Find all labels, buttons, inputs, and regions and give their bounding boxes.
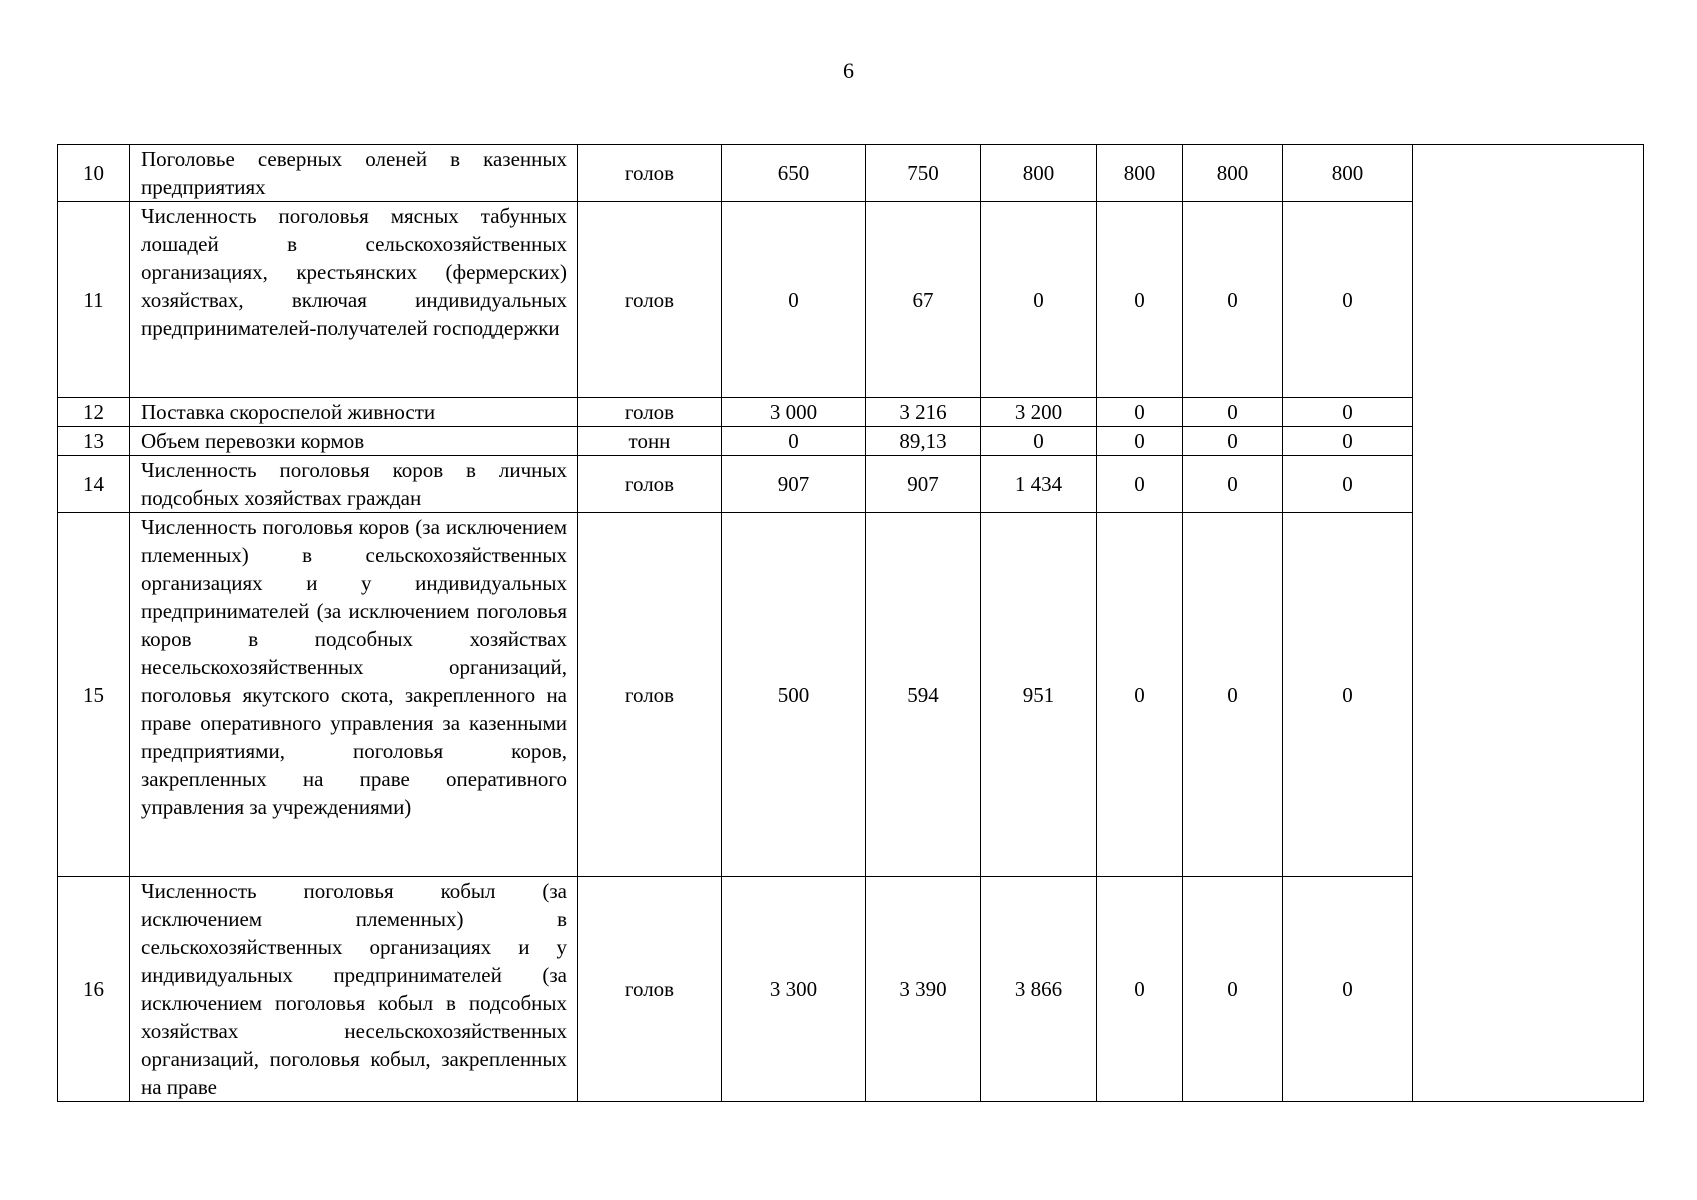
value-cell: 500 [722,513,866,877]
table-row [58,456,1644,513]
row-number: 15 [58,513,130,877]
value-cell: 0 [1283,398,1413,427]
row-number: 14 [58,456,130,513]
row-number: 12 [58,398,130,427]
table-row [58,145,1644,202]
indicator-name: Численность поголовья коров в личных подсобных хозяйствах граждан [130,456,578,513]
value-cell: 0 [1283,877,1413,1102]
value-cell: 800 [1183,145,1283,202]
value-cell: 0 [1283,456,1413,513]
row-number: 16 [58,877,130,1102]
unit-cell: голов [578,398,722,427]
value-cell: 750 [866,145,981,202]
value-cell: 0 [1283,427,1413,456]
indicator-name: Численность поголовья мясных табунных лошадей в сельскохозяйственных организациях, крестьянских (фермерских) хозяйствах, включая индивидуальных предпринимателей-получателей господдержки [130,202,578,398]
value-cell: 0 [1183,877,1283,1102]
value-cell: 0 [1097,877,1183,1102]
unit-cell: голов [578,456,722,513]
value-cell: 1 434 [981,456,1097,513]
value-cell: 0 [1097,202,1183,398]
unit-cell: голов [578,513,722,877]
unit-cell: голов [578,877,722,1102]
value-cell: 0 [1183,513,1283,877]
page-number: 6 [843,58,854,83]
value-cell: 0 [1097,456,1183,513]
value-cell: 3 200 [981,398,1097,427]
value-cell: 650 [722,145,866,202]
unit-cell: голов [578,145,722,202]
value-cell: 3 000 [722,398,866,427]
value-cell: 0 [1097,398,1183,427]
value-cell: 907 [866,456,981,513]
value-cell: 0 [722,427,866,456]
table-row [58,202,1644,398]
value-cell: 0 [1097,427,1183,456]
value-cell: 3 866 [981,877,1097,1102]
value-cell: 0 [722,202,866,398]
value-cell: 0 [1183,456,1283,513]
value-cell: 0 [1183,398,1283,427]
value-cell: 800 [1097,145,1183,202]
row-number: 11 [58,202,130,398]
value-cell: 0 [1183,202,1283,398]
value-cell: 67 [866,202,981,398]
empty-column-cell [1413,145,1644,1102]
indicator-name: Поставка скороспелой живности [130,398,578,427]
value-cell: 907 [722,456,866,513]
value-cell: 3 216 [866,398,981,427]
indicator-name: Численность поголовья кобыл (за исключением племенных) в сельскохозяйственных организациях и у индивидуальных предпринимателей (за исключением поголовья кобыл в подсобных хозяйствах несельскохозяйственных организаций, поголовья кобыл, закрепленных на праве [130,877,578,1102]
value-cell: 3 390 [866,877,981,1102]
value-cell: 0 [1283,513,1413,877]
table-row [58,513,1644,877]
table-row [58,427,1644,456]
indicator-name: Поголовье северных оленей в казенных предприятиях [130,145,578,202]
value-cell: 0 [1283,202,1413,398]
value-cell: 0 [1183,427,1283,456]
row-number: 13 [58,427,130,456]
unit-cell: тонн [578,427,722,456]
value-cell: 3 300 [722,877,866,1102]
unit-cell: голов [578,202,722,398]
indicator-name: Объем перевозки кормов [130,427,578,456]
table-row [58,398,1644,427]
value-cell: 0 [1097,513,1183,877]
table-row [58,877,1644,1102]
value-cell: 0 [981,427,1097,456]
value-cell: 89,13 [866,427,981,456]
value-cell: 800 [981,145,1097,202]
value-cell: 800 [1283,145,1413,202]
indicators-table [57,144,1644,1102]
value-cell: 594 [866,513,981,877]
value-cell: 0 [981,202,1097,398]
indicator-name: Численность поголовья коров (за исключением племенных) в сельскохозяйственных организациях и у индивидуальных предпринимателей (за исключением поголовья коров в подсобных хозяйствах несельскохозяйственных организаций, поголовья якутского скота, закрепленного на праве оперативного управления за казенными предприятиями, поголовья коров, закрепленных на праве оперативного управления за учреждениями) [130,513,578,877]
value-cell: 951 [981,513,1097,877]
row-number: 10 [58,145,130,202]
